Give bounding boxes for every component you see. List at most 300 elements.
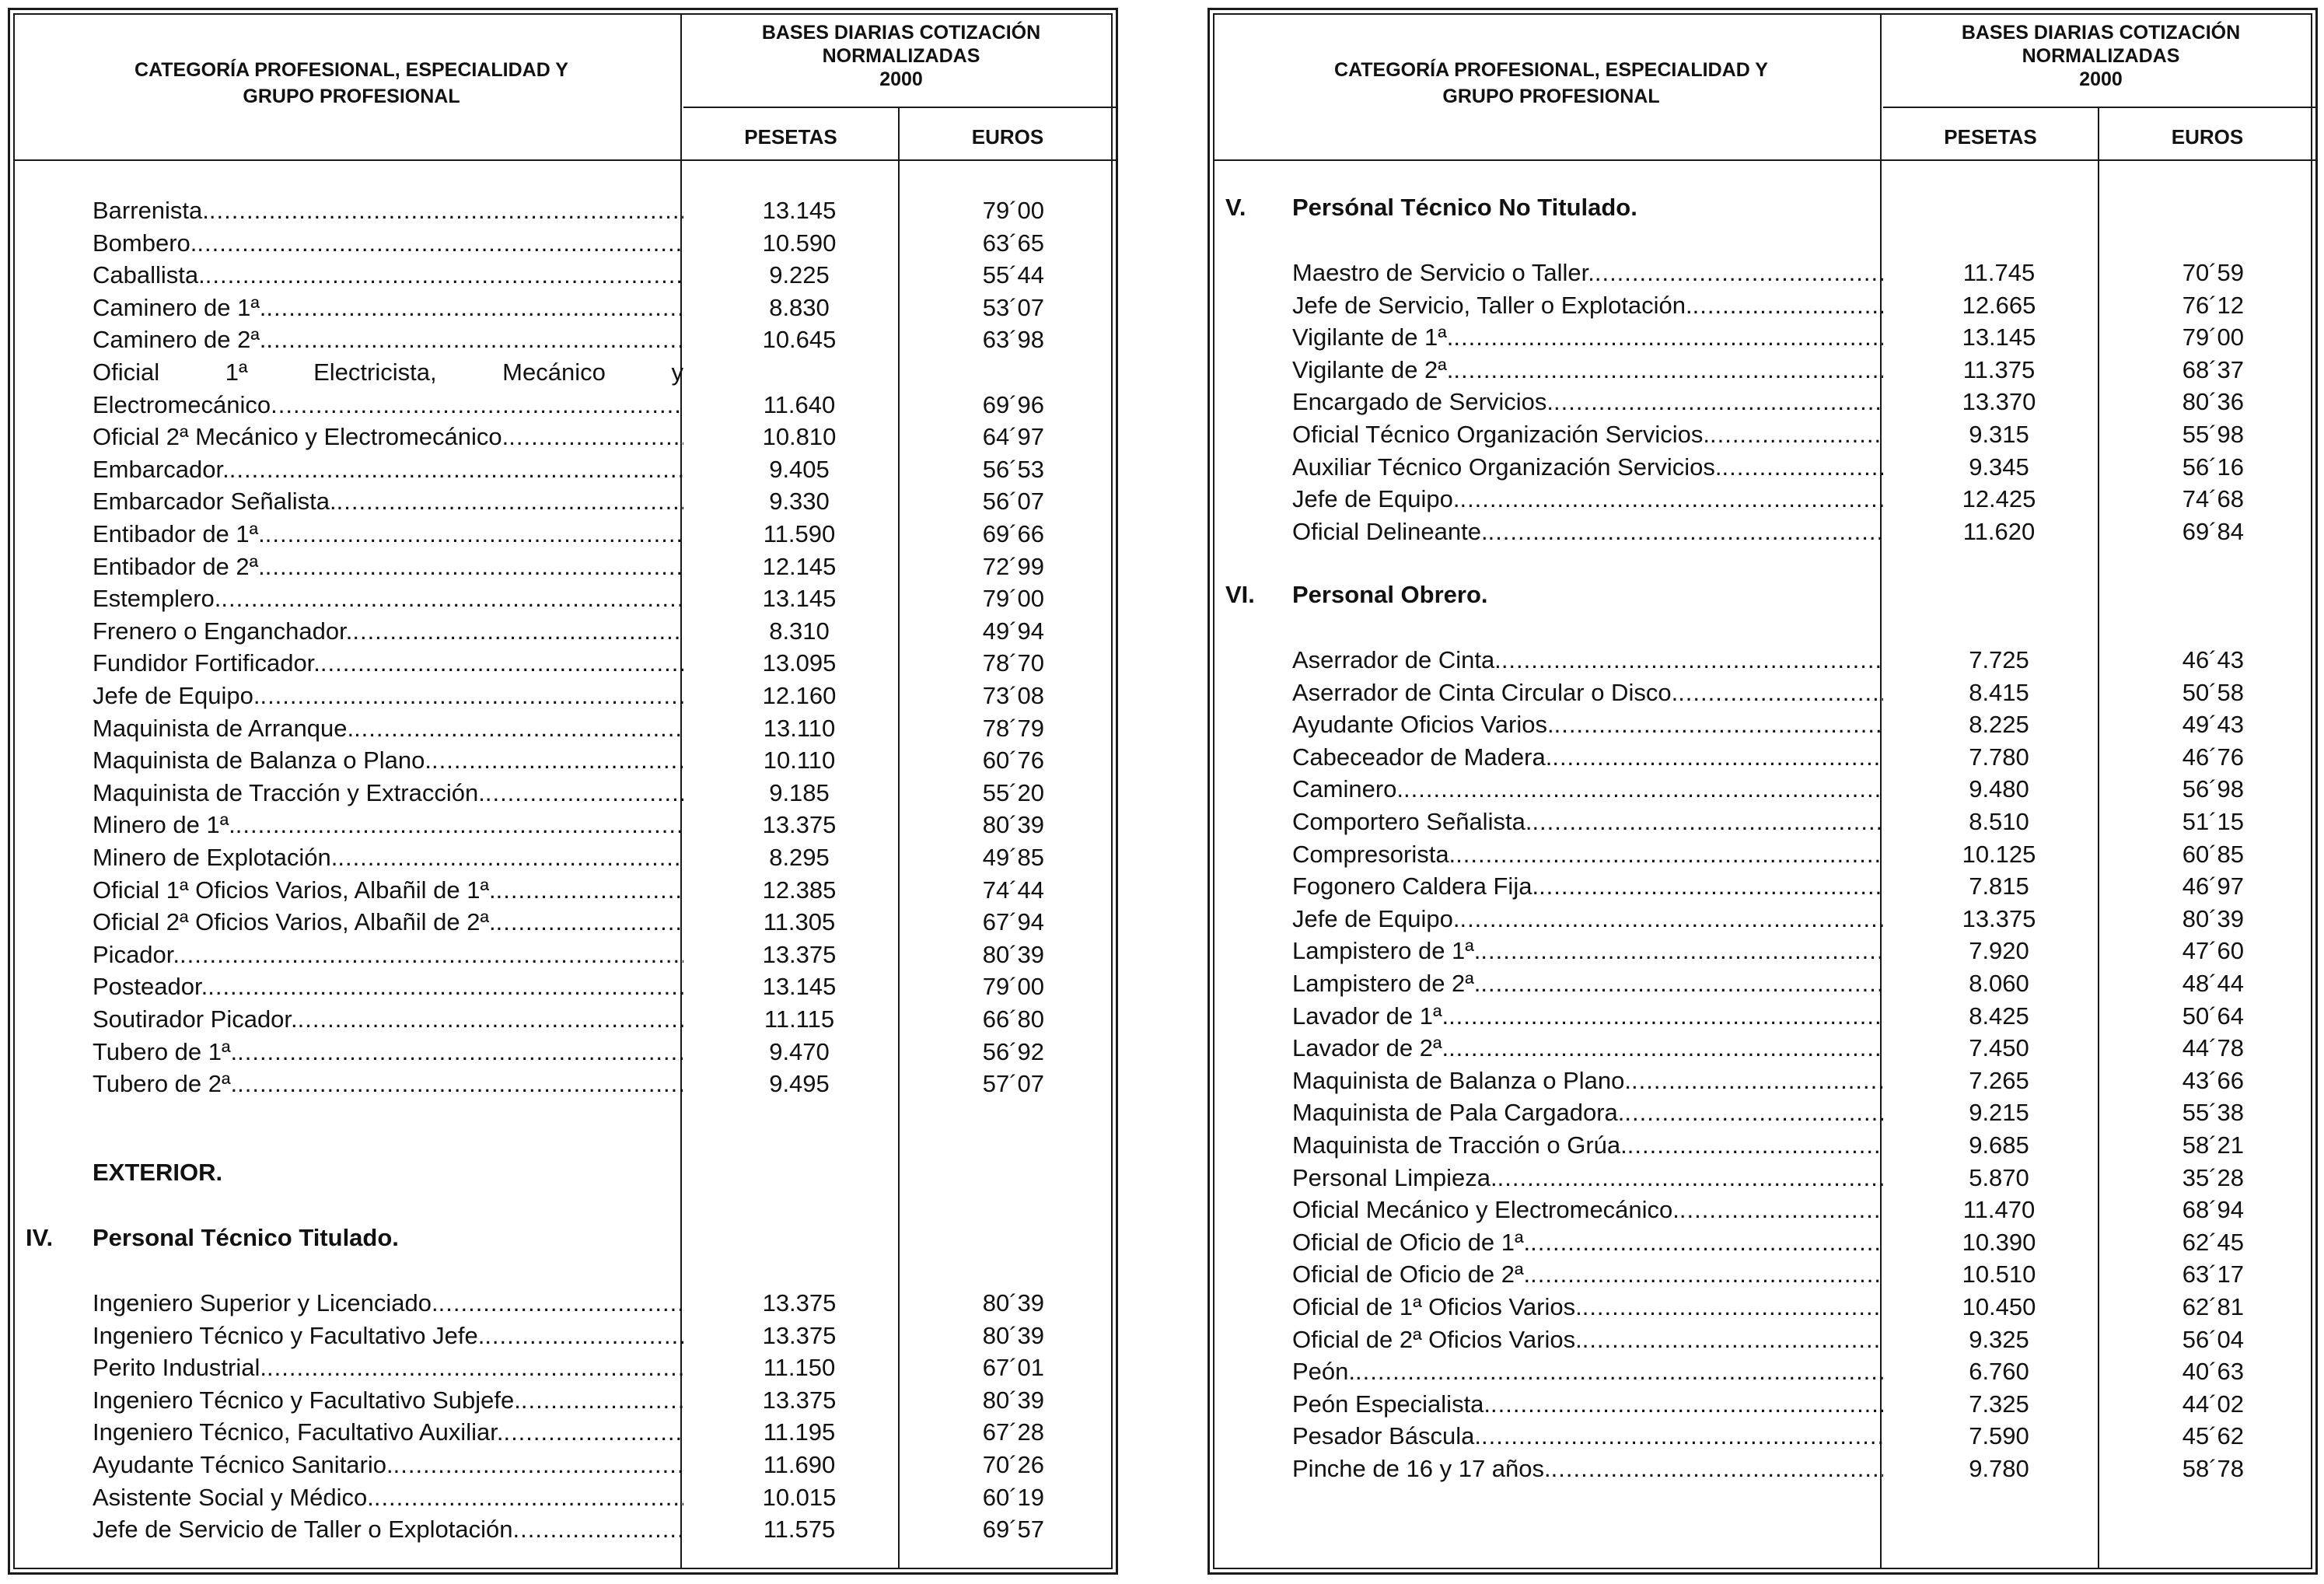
euros-value: 74´44 xyxy=(982,876,1044,904)
exterior-heading: EXTERIOR. xyxy=(93,1159,223,1186)
euros-value: 51´15 xyxy=(2182,808,2244,835)
section-v-title: Persónal Técnico No Titulado. xyxy=(1292,194,1637,221)
row-label xyxy=(93,453,683,486)
label-text: Soutirador Picador. xyxy=(93,1005,298,1033)
euros-value: 80´39 xyxy=(982,1321,1044,1349)
pesetas-value: 11.620 xyxy=(1962,517,2036,545)
pesetas-value: 10.590 xyxy=(762,229,837,257)
row-label xyxy=(93,582,683,615)
pesetas-value: 13.145 xyxy=(762,585,837,613)
dot-leader xyxy=(1582,1323,1883,1356)
table-row xyxy=(10,453,1116,486)
label-text: Lampistero de 2ª. xyxy=(1292,970,1481,997)
pesetas-value: 13.375 xyxy=(762,1289,837,1317)
row-label xyxy=(1292,708,1883,741)
dot-leader xyxy=(1722,451,1884,484)
row-label xyxy=(93,809,683,841)
euros-header: EUROS xyxy=(971,125,1044,149)
label-text: Ayudante Oficios Varios. xyxy=(1292,711,1554,739)
euros-value: 79´00 xyxy=(982,197,1044,224)
table-row xyxy=(10,323,1116,356)
label-text: Vigilante de 2ª. xyxy=(1292,355,1454,383)
row-label xyxy=(93,970,683,1003)
row-label xyxy=(1292,1032,1883,1065)
euros-value: 78´70 xyxy=(982,649,1044,677)
dot-leader xyxy=(1480,967,1883,1000)
table-row xyxy=(10,1513,1116,1546)
table-row xyxy=(1210,289,2315,322)
row-label xyxy=(1292,1420,1883,1453)
row-label xyxy=(1292,1355,1883,1388)
row-label xyxy=(93,744,683,777)
label-text: Jefe de Equipo. xyxy=(93,682,260,709)
table-row xyxy=(10,582,1116,615)
label-text: Asistente Social y Médico. xyxy=(93,1483,374,1511)
table-row xyxy=(1210,1032,2315,1065)
pesetas-value: 11.305 xyxy=(763,908,836,936)
label-text: Entibador de 2ª. xyxy=(93,552,265,580)
euros-value: 72´99 xyxy=(982,552,1044,580)
table-row xyxy=(10,841,1116,874)
table-row xyxy=(1210,935,2315,967)
label-text: Oficial Mecánico y Electromecánico. xyxy=(1292,1196,1679,1224)
row-label xyxy=(1292,418,1883,451)
euros-value: 80´39 xyxy=(2182,904,2244,932)
pesetas-value: 7.590 xyxy=(1969,1422,2029,1450)
table-row xyxy=(1210,1226,2315,1259)
dot-leader xyxy=(237,1068,683,1100)
label-text: Maquinista de Balanza o Plano. xyxy=(1292,1066,1632,1094)
row-label xyxy=(1292,1129,1883,1162)
dot-leader xyxy=(352,615,683,648)
label-word: Mecánico xyxy=(502,358,606,386)
table-row xyxy=(1210,1096,2315,1129)
euros-value: 60´85 xyxy=(2182,840,2244,868)
pesetas-value: 11.745 xyxy=(1962,259,2036,286)
pesetas-value: 10.450 xyxy=(1962,1293,2036,1320)
row-label xyxy=(1292,903,1883,935)
pesetas-value: 9.470 xyxy=(769,1037,830,1065)
dot-leader xyxy=(1403,773,1883,806)
table-row xyxy=(10,292,1116,324)
dot-leader xyxy=(1679,1194,1883,1226)
pesetas-value: 9.405 xyxy=(769,455,830,483)
euros-value: 69´57 xyxy=(982,1516,1044,1544)
pesetas-value: 11.590 xyxy=(763,520,836,547)
euros-value: 56´53 xyxy=(982,455,1044,483)
table-row xyxy=(10,1036,1116,1068)
header-divider xyxy=(1883,107,2315,108)
section-vi-title: Personal Obrero. xyxy=(1292,581,1488,608)
label-text: Oficial de Oficio de 1ª. xyxy=(1292,1228,1531,1256)
pesetas-value: 10.110 xyxy=(763,747,836,775)
pesetas-value: 8.295 xyxy=(769,844,830,871)
table-row xyxy=(1210,321,2315,354)
dot-leader xyxy=(496,874,683,907)
row-label xyxy=(93,1384,683,1417)
pesetas-value: 13.375 xyxy=(762,940,837,968)
pesetas-value: 13.145 xyxy=(762,973,837,1001)
dot-leader xyxy=(439,1287,683,1320)
table-row xyxy=(10,809,1116,841)
dot-leader xyxy=(1530,1226,1883,1259)
pesetas-value: 11.470 xyxy=(1962,1196,2036,1224)
dot-leader xyxy=(298,1003,683,1036)
label-text: Auxiliar Técnico Organización Servicios. xyxy=(1292,453,1722,481)
row-label xyxy=(1292,1000,1883,1033)
pesetas-value: 9.345 xyxy=(1969,453,2029,481)
pesetas-value: 9.495 xyxy=(769,1070,830,1098)
label-text: Lampistero de 1ª. xyxy=(1292,937,1481,965)
pesetas-value: 13.370 xyxy=(1962,388,2036,416)
euros-value: 79´00 xyxy=(2182,323,2244,351)
pesetas-value: 13.095 xyxy=(762,649,837,677)
euros-value: 80´39 xyxy=(982,940,1044,968)
row-label xyxy=(93,939,683,971)
label-text: Maquinista de Arranque. xyxy=(93,714,355,742)
row-label xyxy=(1292,289,1883,322)
row-label xyxy=(93,227,683,260)
pesetas-value: 10.390 xyxy=(1962,1228,2036,1256)
row-label xyxy=(93,874,683,907)
dot-leader xyxy=(260,680,683,712)
euros-value: 62´81 xyxy=(2182,1293,2244,1320)
row-label xyxy=(93,1287,683,1320)
row-label xyxy=(93,421,683,453)
table-row xyxy=(1210,870,2315,903)
euros-value: 69´84 xyxy=(2182,517,2244,545)
label-text: Pinche de 16 y 17 años. xyxy=(1292,1455,1551,1482)
pesetas-value: 8.510 xyxy=(1969,808,2029,835)
pesetas-value: 9.685 xyxy=(1969,1131,2029,1159)
label-text: Perito Industrial. xyxy=(93,1354,267,1382)
table-row xyxy=(1210,1065,2315,1097)
dot-leader xyxy=(1497,1162,1883,1194)
dot-leader xyxy=(1595,257,1883,289)
table-row xyxy=(1210,1420,2315,1453)
row-label xyxy=(1292,516,1883,548)
label-text: Frenero o Enganchador. xyxy=(93,617,353,645)
row-label xyxy=(1292,257,1883,289)
row-label xyxy=(93,1416,683,1449)
dot-leader xyxy=(205,259,683,292)
section-v-number: V. xyxy=(1225,194,1246,221)
label-text: Picador. xyxy=(93,940,180,968)
label-text: Jefe de Servicio de Taller o Explotación xyxy=(93,1516,513,1544)
euros-value: 78´79 xyxy=(982,714,1044,742)
table-row xyxy=(1210,806,2315,838)
euros-value: 49´85 xyxy=(982,844,1044,871)
euros-value: 45´62 xyxy=(2182,1422,2244,1450)
section-iv-title: Personal Técnico Titulado. xyxy=(93,1224,399,1251)
euros-value: 43´66 xyxy=(2182,1066,2244,1094)
euros-value: 53´07 xyxy=(982,293,1044,321)
table-row xyxy=(10,712,1116,745)
table-row xyxy=(1210,418,2315,451)
dot-leader xyxy=(1552,741,1883,774)
dot-leader xyxy=(208,970,683,1003)
row-label xyxy=(1292,870,1883,903)
row-label xyxy=(93,906,683,939)
row-label xyxy=(1292,1194,1883,1226)
table-row xyxy=(10,1287,1116,1320)
row-label xyxy=(93,194,683,227)
label-text: Fogonero Caldera Fija. xyxy=(1292,872,1539,900)
pesetas-value: 13.375 xyxy=(762,811,837,839)
row-label xyxy=(93,647,683,680)
dot-leader xyxy=(1453,354,1883,386)
pesetas-value: 12.385 xyxy=(762,876,837,904)
row-label xyxy=(1292,483,1883,516)
table-row xyxy=(1210,1323,2315,1356)
label-text: Embarcador Señalista. xyxy=(93,488,337,516)
euros-value: 70´59 xyxy=(2182,259,2244,286)
pesetas-value: 7.780 xyxy=(1969,743,2029,771)
pesetas-value: 9.480 xyxy=(1969,775,2029,803)
row-label xyxy=(1292,773,1883,806)
label-text: Oficial 1ª Oficios Varios, Albañil de 1ª. xyxy=(93,876,496,904)
label-word: Electricista, xyxy=(313,358,437,386)
table-row xyxy=(1210,1129,2315,1162)
label-text: Jefe de Servicio, Taller o Explotación. xyxy=(1292,291,1693,319)
dot-leader xyxy=(1449,1032,1883,1065)
table-row xyxy=(1210,741,2315,774)
row-label xyxy=(1292,677,1883,709)
dot-leader xyxy=(1456,838,1883,871)
label-text: Pesador Báscula. xyxy=(1292,1422,1481,1450)
pesetas-value: 8.310 xyxy=(769,617,830,645)
label-text: Estemplero. xyxy=(93,585,222,613)
pesetas-value: 9.215 xyxy=(1969,1099,2029,1127)
dot-leader xyxy=(521,1384,683,1417)
dot-leader xyxy=(209,194,683,227)
euros-value: 44´78 xyxy=(2182,1034,2244,1062)
table-row xyxy=(10,1320,1116,1352)
dot-leader xyxy=(271,389,683,421)
euros-value: 60´19 xyxy=(982,1483,1044,1511)
dot-leader xyxy=(1480,935,1883,967)
euros-value: 63´98 xyxy=(982,326,1044,354)
euros-value: 46´97 xyxy=(2182,872,2244,900)
table-row xyxy=(1210,644,2315,677)
dot-leader xyxy=(221,582,683,615)
table-row xyxy=(10,194,1116,227)
euros-value: 79´00 xyxy=(982,585,1044,613)
label-text: Jefe de Equipo. xyxy=(1292,904,1460,932)
label-text: Lavador de 1ª. xyxy=(1292,1002,1449,1030)
label-text: Oficial 2ª Oficios Varios, Albañil de 2ª. xyxy=(93,908,496,936)
row-label xyxy=(1292,1065,1883,1097)
table-row xyxy=(1210,903,2315,935)
pesetas-value: 9.315 xyxy=(1969,421,2029,448)
dot-leader xyxy=(354,712,683,745)
row-label xyxy=(1292,1453,1883,1485)
row-label xyxy=(1292,741,1883,774)
euros-value: 66´80 xyxy=(982,1005,1044,1033)
dot-leader xyxy=(1355,1355,1883,1388)
table-row xyxy=(1210,1000,2315,1033)
pesetas-value: 9.780 xyxy=(1969,1455,2029,1482)
euros-value: 80´36 xyxy=(2182,388,2244,416)
dot-leader xyxy=(266,323,683,356)
label-text: Caballista. xyxy=(93,261,205,289)
dot-leader xyxy=(432,744,683,777)
euros-value: 40´63 xyxy=(2182,1358,2244,1386)
euros-value: 62´45 xyxy=(2182,1228,2244,1256)
pesetas-value: 10.125 xyxy=(1962,840,2036,868)
table-row xyxy=(10,259,1116,292)
label-word: Oficial xyxy=(93,358,160,386)
row-label xyxy=(1292,838,1883,871)
pesetas-value: 10.645 xyxy=(762,326,837,354)
pesetas-value: 13.110 xyxy=(763,714,836,742)
table-row xyxy=(1210,516,2315,548)
dot-leader xyxy=(265,551,683,583)
dot-leader xyxy=(180,939,683,971)
row-label xyxy=(1292,935,1883,967)
label-text: Oficial de 1ª Oficios Varios. xyxy=(1292,1293,1582,1320)
table-row xyxy=(10,1416,1116,1449)
table-row xyxy=(1210,1355,2315,1388)
pesetas-header: PESETAS xyxy=(744,125,837,149)
table-row xyxy=(1210,483,2315,516)
label-text: Aserrador de Cinta Circular o Disco. xyxy=(1292,678,1679,706)
section-iv-number: IV. xyxy=(26,1224,54,1251)
row-label xyxy=(93,551,683,583)
row-label xyxy=(93,615,683,648)
table-row xyxy=(1210,451,2315,484)
dot-leader xyxy=(1627,1129,1883,1162)
label-text: Maquinista de Tracción o Grúa. xyxy=(1292,1131,1627,1159)
label-text: Maquinista de Pala Cargadora. xyxy=(1292,1099,1625,1127)
dot-leader xyxy=(229,453,683,486)
dot-leader xyxy=(1459,903,1883,935)
dot-leader xyxy=(1624,1096,1883,1129)
dot-leader xyxy=(485,777,683,809)
row-label xyxy=(1292,1388,1883,1421)
dot-leader xyxy=(1459,483,1883,516)
euros-value: 55´38 xyxy=(2182,1099,2244,1127)
euros-value: 58´78 xyxy=(2182,1455,2244,1482)
label-word: 1ª xyxy=(225,358,248,386)
pesetas-value: 11.150 xyxy=(763,1354,836,1382)
pesetas-value: 7.325 xyxy=(1969,1390,2029,1418)
header-bottom-rule xyxy=(1214,159,2315,161)
euros-value: 48´44 xyxy=(2182,970,2244,997)
euros-value: 55´44 xyxy=(982,261,1044,289)
row-label xyxy=(93,292,683,324)
pesetas-value: 7.920 xyxy=(1969,937,2029,965)
dot-leader xyxy=(1530,1258,1883,1291)
euros-value: 73´08 xyxy=(982,682,1044,709)
table-row xyxy=(10,874,1116,907)
table-row xyxy=(1210,1453,2315,1485)
dot-leader xyxy=(1678,677,1883,709)
row-label xyxy=(93,485,683,518)
dot-leader xyxy=(265,518,683,551)
row-label xyxy=(1292,1258,1883,1291)
pesetas-value: 12.160 xyxy=(762,682,837,709)
row-label xyxy=(1292,386,1883,418)
table-row xyxy=(1210,967,2315,1000)
table-row xyxy=(10,615,1116,648)
table-row xyxy=(1210,354,2315,386)
pesetas-value: 7.450 xyxy=(1969,1034,2029,1062)
label-text: Oficial 2ª Mecánico y Electromecánico. xyxy=(93,423,509,451)
dot-leader xyxy=(496,906,683,939)
label-text: Tubero de 1ª. xyxy=(93,1037,238,1065)
label-text: Cabeceador de Madera. xyxy=(1292,743,1553,771)
label-text: Peón Especialista. xyxy=(1292,1390,1491,1418)
dot-leader xyxy=(320,647,683,680)
label-text: Fundidor Fortificador. xyxy=(93,649,320,677)
label-text: Caminero. xyxy=(1292,775,1403,803)
pesetas-value: 11.375 xyxy=(1962,355,2036,383)
euros-value: 63´65 xyxy=(982,229,1044,257)
euros-value: 58´21 xyxy=(2182,1131,2244,1159)
dot-leader xyxy=(1551,1453,1883,1485)
euros-value: 68´37 xyxy=(2182,355,2244,383)
dot-leader xyxy=(1539,870,1883,903)
table-row xyxy=(1210,838,2315,871)
euros-value: 35´28 xyxy=(2182,1163,2244,1191)
pesetas-value: 9.330 xyxy=(769,488,830,516)
row-label xyxy=(93,1449,683,1481)
euros-value: 69´96 xyxy=(982,390,1044,418)
label-text: Maquinista de Balanza o Plano. xyxy=(93,747,432,775)
table-row xyxy=(1210,1258,2315,1291)
pesetas-value: 6.760 xyxy=(1969,1358,2029,1386)
label-text: Electromecánico xyxy=(93,390,271,418)
row-label xyxy=(1292,354,1883,386)
euros-value: 56´98 xyxy=(2182,775,2244,803)
label-text: Vigilante de 1ª. xyxy=(1292,323,1454,351)
label-text: Compresorista. xyxy=(1292,840,1456,868)
dot-leader xyxy=(1554,708,1883,741)
bases-header: BASES DIARIAS COTIZACIÓN NORMALIZADAS 2000 xyxy=(1961,22,2241,90)
euros-value: 50´58 xyxy=(2182,678,2244,706)
table-row xyxy=(10,356,1116,389)
row-label xyxy=(1292,806,1883,838)
pesetas-value: 12.665 xyxy=(1962,291,2036,319)
euros-value: 56´16 xyxy=(2182,453,2244,481)
row-label xyxy=(93,323,683,356)
table-row xyxy=(10,744,1116,777)
table-row xyxy=(1210,1291,2315,1323)
euros-value: 67´94 xyxy=(982,908,1044,936)
pesetas-value: 12.425 xyxy=(1962,485,2036,513)
label-text: Barrenista. xyxy=(93,197,209,224)
dot-leader xyxy=(236,809,683,841)
label-text: Personal Limpieza. xyxy=(1292,1163,1497,1191)
label-text: Aserrador de Cinta. xyxy=(1292,646,1501,673)
table-row xyxy=(1210,677,2315,709)
category-header: CATEGORÍA PROFESIONAL, ESPECIALIDAD Y GRUPO PROFESIONAL xyxy=(1334,59,1768,107)
row-label xyxy=(93,389,683,421)
row-label xyxy=(1292,644,1883,677)
label-text: Caminero de 1ª. xyxy=(93,293,267,321)
dot-leader xyxy=(508,421,683,453)
table-row xyxy=(10,389,1116,421)
dot-leader xyxy=(1481,1420,1883,1453)
dot-leader xyxy=(1453,321,1883,354)
euros-value: 46´76 xyxy=(2182,743,2244,771)
pesetas-value: 13.375 xyxy=(762,1386,837,1414)
pesetas-value: 10.015 xyxy=(762,1483,837,1511)
pesetas-header: PESETAS xyxy=(1944,125,2037,149)
pesetas-value: 10.810 xyxy=(762,423,837,451)
left-table xyxy=(8,8,1118,1575)
